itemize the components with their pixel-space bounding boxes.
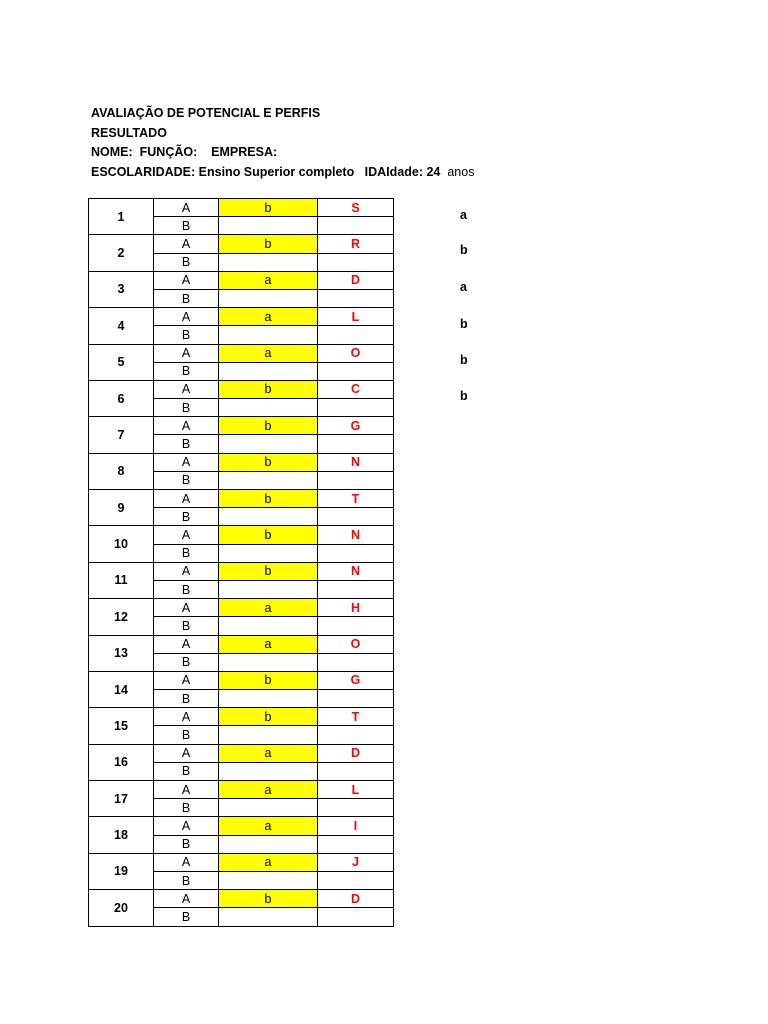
question-row-a [89, 344, 394, 362]
option-a: A [154, 344, 219, 362]
question-number: 8 [89, 453, 154, 489]
question-number: 16 [89, 744, 154, 780]
answers-table-body [89, 199, 394, 927]
question-row-a [89, 562, 394, 580]
empty-letter-cell [318, 726, 394, 744]
empty-answer-cell [219, 508, 318, 526]
option-b: B [154, 617, 219, 635]
question-number: 6 [89, 380, 154, 416]
empty-letter-cell [318, 435, 394, 453]
question-number: 2 [89, 235, 154, 271]
option-b: B [154, 362, 219, 380]
idade-value: 24 [426, 164, 441, 179]
selected-answer: b [219, 671, 318, 689]
option-b: B [154, 289, 219, 307]
empty-answer-cell [219, 835, 318, 853]
option-b: B [154, 544, 219, 562]
option-a: A [154, 271, 219, 289]
empty-letter-cell [318, 217, 394, 235]
selected-answer: a [219, 344, 318, 362]
option-a: A [154, 890, 219, 908]
question-row-a [89, 890, 394, 908]
question-row-a [89, 308, 394, 326]
empty-letter-cell [318, 908, 394, 926]
name-function-company-line [91, 143, 474, 163]
option-b: B [154, 871, 219, 889]
question-number: 5 [89, 344, 154, 380]
empty-letter-cell [318, 289, 394, 307]
selected-answer: a [219, 271, 318, 289]
option-b: B [154, 217, 219, 235]
empty-answer-cell [219, 217, 318, 235]
profile-letter: D [318, 271, 394, 289]
empresa-label: EMPRESA: [211, 145, 278, 159]
selected-answer: b [219, 417, 318, 435]
empty-answer-cell [219, 435, 318, 453]
empty-letter-cell [318, 799, 394, 817]
empty-letter-cell [318, 580, 394, 598]
question-number: 11 [89, 562, 154, 598]
option-b: B [154, 690, 219, 708]
document-title: AVALIAÇÃO DE POTENCIAL E PERFIS [91, 106, 321, 120]
side-value: b [460, 317, 468, 331]
empty-answer-cell [219, 544, 318, 562]
selected-answer: a [219, 781, 318, 799]
selected-answer: a [219, 817, 318, 835]
option-b: B [154, 762, 219, 780]
profile-letter: O [318, 635, 394, 653]
option-a: A [154, 562, 219, 580]
empty-letter-cell [318, 253, 394, 271]
option-b: B [154, 835, 219, 853]
profile-letter: S [318, 199, 394, 217]
profile-letter: N [318, 562, 394, 580]
question-number: 12 [89, 599, 154, 635]
question-number: 17 [89, 781, 154, 817]
selected-answer: b [219, 380, 318, 398]
option-a: A [154, 599, 219, 617]
empty-answer-cell [219, 617, 318, 635]
empty-letter-cell [318, 690, 394, 708]
option-a: A [154, 635, 219, 653]
question-row-a [89, 526, 394, 544]
empty-answer-cell [219, 653, 318, 671]
side-value: a [460, 280, 467, 294]
option-b: B [154, 799, 219, 817]
empty-letter-cell [318, 471, 394, 489]
option-b: B [154, 253, 219, 271]
question-number: 10 [89, 526, 154, 562]
option-a: A [154, 417, 219, 435]
question-number: 13 [89, 635, 154, 671]
empty-letter-cell [318, 762, 394, 780]
profile-letter: D [318, 744, 394, 762]
profile-letter: I [318, 817, 394, 835]
empty-answer-cell [219, 253, 318, 271]
empty-answer-cell [219, 399, 318, 417]
empty-answer-cell [219, 726, 318, 744]
question-row-a [89, 671, 394, 689]
option-b: B [154, 908, 219, 926]
selected-answer: b [219, 708, 318, 726]
option-a: A [154, 453, 219, 471]
answers-table [88, 198, 394, 927]
option-b: B [154, 726, 219, 744]
selected-answer: a [219, 599, 318, 617]
question-row-a [89, 599, 394, 617]
side-value: a [460, 208, 467, 222]
option-b: B [154, 508, 219, 526]
option-b: B [154, 471, 219, 489]
selected-answer: b [219, 890, 318, 908]
empty-letter-cell [318, 362, 394, 380]
profile-letter: N [318, 526, 394, 544]
empty-answer-cell [219, 580, 318, 598]
profile-letter: R [318, 235, 394, 253]
profile-letter: L [318, 781, 394, 799]
option-a: A [154, 744, 219, 762]
option-a: A [154, 781, 219, 799]
profile-letter: G [318, 671, 394, 689]
empty-answer-cell [219, 762, 318, 780]
empty-letter-cell [318, 871, 394, 889]
selected-answer: b [219, 526, 318, 544]
idade-label: IDAIdade: [364, 164, 423, 179]
funcao-label: FUNÇÃO: [139, 145, 198, 159]
selected-answer: a [219, 308, 318, 326]
empty-answer-cell [219, 799, 318, 817]
question-row-a [89, 817, 394, 835]
question-row-a [89, 235, 394, 253]
selected-answer: b [219, 235, 318, 253]
question-number: 15 [89, 708, 154, 744]
option-a: A [154, 235, 219, 253]
selected-answer: b [219, 199, 318, 217]
empty-answer-cell [219, 326, 318, 344]
profile-letter: G [318, 417, 394, 435]
question-number: 4 [89, 308, 154, 344]
question-number: 9 [89, 490, 154, 526]
question-row-a [89, 744, 394, 762]
selected-answer: b [219, 562, 318, 580]
empty-letter-cell [318, 508, 394, 526]
empty-answer-cell [219, 471, 318, 489]
escolaridade-value: Ensino Superior completo [198, 164, 355, 179]
profile-letter: H [318, 599, 394, 617]
option-b: B [154, 435, 219, 453]
selected-answer: a [219, 744, 318, 762]
question-row-a [89, 490, 394, 508]
option-b: B [154, 580, 219, 598]
option-a: A [154, 490, 219, 508]
empty-letter-cell [318, 544, 394, 562]
option-a: A [154, 380, 219, 398]
side-value: b [460, 389, 468, 403]
profile-letter: D [318, 890, 394, 908]
option-b: B [154, 326, 219, 344]
option-a: A [154, 199, 219, 217]
option-a: A [154, 308, 219, 326]
empty-answer-cell [219, 908, 318, 926]
question-row-a [89, 853, 394, 871]
profile-letter: L [318, 308, 394, 326]
side-value: b [460, 353, 468, 367]
option-b: B [154, 653, 219, 671]
profile-letter: T [318, 490, 394, 508]
empty-letter-cell [318, 399, 394, 417]
option-a: A [154, 526, 219, 544]
empty-answer-cell [219, 362, 318, 380]
empty-answer-cell [219, 289, 318, 307]
empty-letter-cell [318, 653, 394, 671]
side-value: b [460, 243, 468, 257]
option-a: A [154, 708, 219, 726]
empty-letter-cell [318, 617, 394, 635]
question-row-a [89, 380, 394, 398]
question-row-a [89, 271, 394, 289]
question-number: 20 [89, 890, 154, 926]
question-row-a [89, 417, 394, 435]
profile-letter: C [318, 380, 394, 398]
empty-answer-cell [219, 871, 318, 889]
option-a: A [154, 671, 219, 689]
question-number: 14 [89, 671, 154, 707]
question-number: 19 [89, 853, 154, 889]
selected-answer: a [219, 853, 318, 871]
question-row-a [89, 453, 394, 471]
profile-letter: O [318, 344, 394, 362]
document-subtitle: RESULTADO [91, 125, 167, 140]
option-a: A [154, 817, 219, 835]
profile-letter: T [318, 708, 394, 726]
empty-letter-cell [318, 326, 394, 344]
question-number: 18 [89, 817, 154, 853]
question-number: 1 [89, 199, 154, 235]
question-number: 7 [89, 417, 154, 453]
education-age-line [91, 163, 474, 183]
idade-unit: anos [447, 164, 475, 179]
question-row-a [89, 635, 394, 653]
profile-letter: J [318, 853, 394, 871]
question-row-a [89, 781, 394, 799]
selected-answer: b [219, 490, 318, 508]
profile-letter: N [318, 453, 394, 471]
nome-label: NOME: [91, 145, 133, 159]
question-number: 3 [89, 271, 154, 307]
question-row-a [89, 199, 394, 217]
empty-answer-cell [219, 690, 318, 708]
selected-answer: b [219, 453, 318, 471]
document-header [91, 104, 474, 182]
option-b: B [154, 399, 219, 417]
option-a: A [154, 853, 219, 871]
selected-answer: a [219, 635, 318, 653]
question-row-a [89, 708, 394, 726]
escolaridade-label: ESCOLARIDADE: [91, 164, 196, 179]
empty-letter-cell [318, 835, 394, 853]
